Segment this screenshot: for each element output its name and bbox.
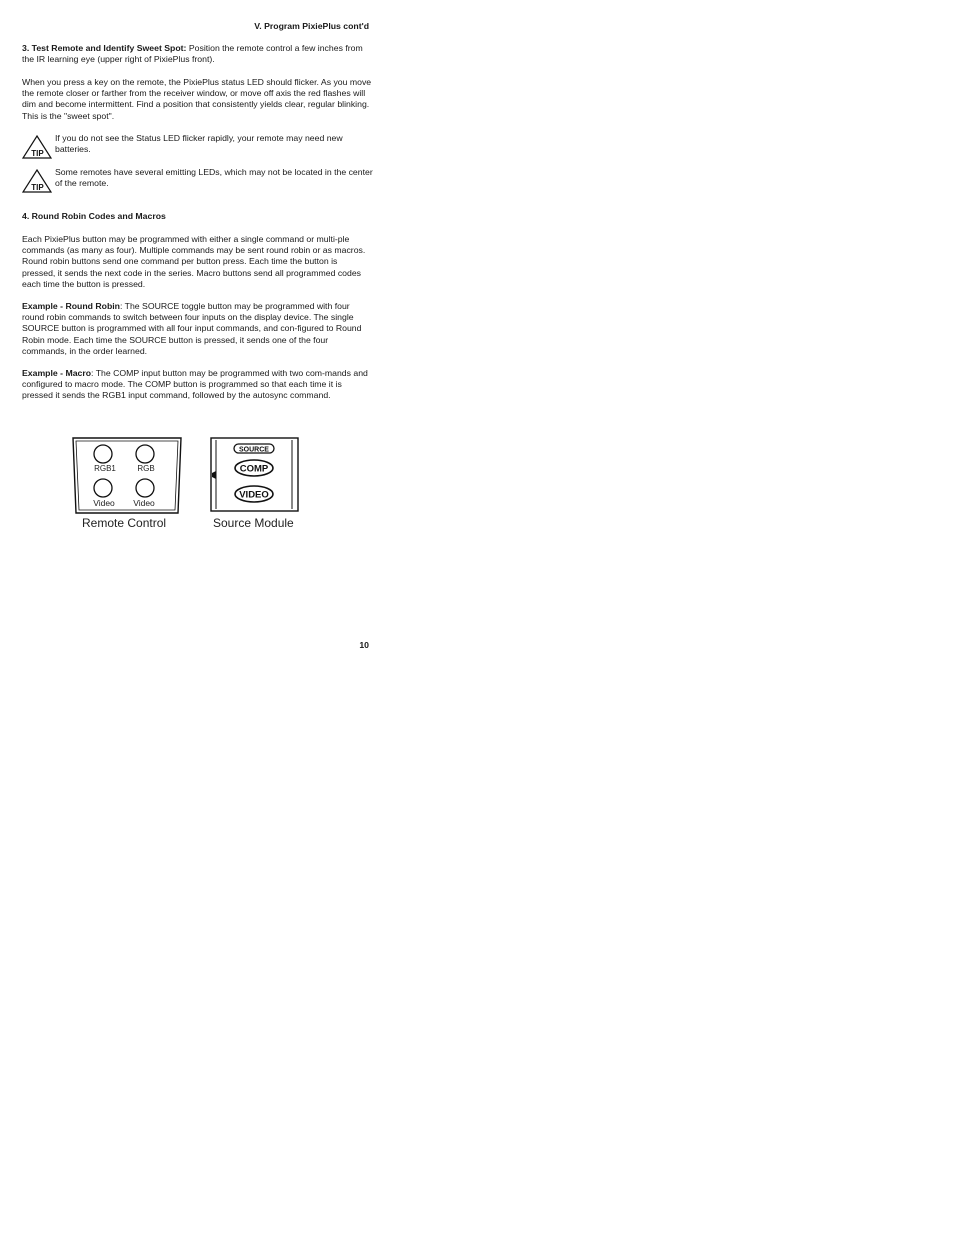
tip-1 xyxy=(22,133,372,159)
remote-label-video-1: Video xyxy=(93,498,115,508)
remote-label-rgb1: RGB1 xyxy=(94,464,116,473)
section4-title: 4. Round Robin Codes and Macros xyxy=(22,211,166,221)
example1-label: Example - Round Robin xyxy=(22,301,120,311)
remote-control-caption: Remote Control xyxy=(82,516,167,530)
video-label: VIDEO xyxy=(239,489,269,501)
comp-label: COMP xyxy=(239,463,269,475)
source-module-figure xyxy=(210,437,300,513)
example2-label: Example - Macro xyxy=(22,368,92,378)
tip-warning-icon xyxy=(22,135,52,159)
tip-label: TIP xyxy=(31,149,44,158)
example1-text: : The SOURCE toggle button may be programmed with four round robin commands to switch between four inputs on the display device. The single SOURCE button is programmed with all four input commands, and con-figured to Round Robin mode. Each time the SOURCE button is pressed, it sends one of the four commands, in the order learned. xyxy=(22,301,362,356)
remote-control-figure xyxy=(72,437,182,515)
page-header: V. Program PixiePlus cont'd xyxy=(254,21,369,31)
tip-text: If you do not see the Status LED flicker rapidly, your remote may need new batteries. xyxy=(55,133,343,155)
example-round-robin xyxy=(22,301,372,357)
remote-label-rgb: RGB xyxy=(137,464,155,473)
tip-text: Some remotes have several emitting LEDs, which may not be located in the center of the remote. xyxy=(55,167,373,189)
source-module-caption: Source Module xyxy=(213,516,294,530)
page-number: 10 xyxy=(359,640,369,650)
section3-para1 xyxy=(22,43,372,65)
section3-title: 3. Test Remote and Identify Sweet Spot: xyxy=(22,43,187,53)
source-label: SOURCE xyxy=(239,446,269,454)
example2-text: : The COMP input button may be programmed with two com-mands and configured to macro mode. The COMP button is programmed so that each time it is pressed it sends the RGB1 input command, followed by the autosync command. xyxy=(22,368,368,401)
section4-para1: Each PixiePlus button may be programmed with either a single command or multi-ple commands (as many as four). Multiple commands may be sent round robin or as macros. Round robin buttons send one command per button press. Each time the button is pressed, it sends the next code in the series. Macro buttons send all programmed codes each time the button is pressed. xyxy=(22,234,366,289)
tip-2 xyxy=(22,167,372,193)
example-macro xyxy=(22,368,372,402)
section3-para2: When you press a key on the remote, the PixiePlus status LED should flicker. As you move the remote closer or farther from the receiver window, or move off axis the red flashes will dim and become intermittent. Find a position that consistently yields clear, regular blinking. This is the "sweet spot". xyxy=(22,77,372,121)
section3-text: Position the remote control a few inches from the IR learning eye (upper right of PixiePlus front). xyxy=(22,43,363,65)
tip-warning-icon xyxy=(22,169,52,193)
remote-label-video-2: Video xyxy=(133,498,155,508)
tip-label: TIP xyxy=(31,183,44,192)
